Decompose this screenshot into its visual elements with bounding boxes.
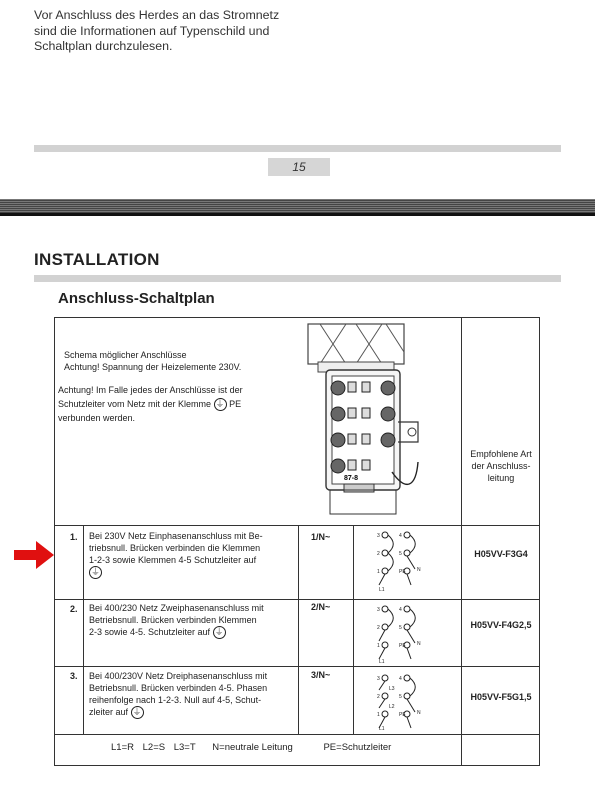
phase-label: 1/N~: [311, 532, 331, 542]
terminal-label: 87-8: [344, 475, 359, 482]
svg-text:L3: L3: [389, 686, 395, 692]
wiring-table: [54, 317, 540, 766]
schema-text: [64, 349, 304, 373]
svg-text:4: 4: [399, 676, 402, 682]
wiring-diagram-3phase: [355, 668, 459, 732]
ground-icon: ⏚: [215, 399, 225, 410]
legend: [111, 742, 397, 753]
legend-item: N=neutrale Leitung: [212, 742, 293, 753]
cable-type: H05VV-F5G1,5: [470, 692, 532, 702]
warning-line: verbunden werden.: [58, 413, 136, 424]
divider-bar: [34, 145, 561, 152]
row-description: Bei 400/230 Netz Zweiphasenanschluss mit Betriebsnull. Brücken verbinden Klemmen 2-3 sowie 4-5. Schutzleiter auf ⏚: [89, 603, 264, 638]
recommended-cable-header: Empfohlene Art der Anschluss- leitung: [470, 449, 532, 483]
svg-text:1: 1: [377, 569, 380, 575]
svg-text:4: 4: [399, 607, 402, 613]
legend-item: PE=Schutzleiter: [323, 742, 392, 753]
svg-text:2: 2: [377, 551, 380, 557]
svg-text:2: 2: [377, 694, 380, 700]
svg-text:N: N: [417, 567, 421, 573]
svg-text:3: 3: [377, 676, 380, 682]
svg-text:PE: PE: [399, 712, 406, 718]
subsection-title: Anschluss-Schaltplan: [58, 290, 215, 307]
legend-item: L3=T: [173, 742, 196, 753]
svg-text:2: 2: [377, 625, 380, 631]
wiring-diagram-1phase: [355, 527, 459, 597]
warning-line: Achtung! Im Falle jedes der Anschlüsse ist der: [58, 385, 243, 395]
row-number: 2.: [70, 604, 78, 614]
row-number: 1.: [70, 532, 78, 542]
cable-type: H05VV-F3G4: [474, 549, 528, 559]
svg-text:1: 1: [377, 643, 380, 649]
svg-text:1: 1: [377, 712, 380, 718]
svg-text:PE: PE: [399, 569, 406, 575]
page-separator-line: [0, 213, 595, 216]
svg-text:N: N: [417, 710, 421, 716]
row-description: Bei 400/230V Netz Dreiphasenanschluss mit Betriebsnull. Brücken verbinden 4-5. Phasen reihenfolge nach 1-2-3. Null auf 4-5, Schut- zleiter auf ⏚: [89, 671, 268, 718]
wiring-diagram-2phase: [355, 601, 459, 665]
section-underline: [34, 275, 561, 282]
intro-line: Schaltplan durchzulesen.: [34, 39, 173, 53]
svg-text:L2: L2: [389, 704, 395, 710]
intro-text: [34, 8, 334, 55]
ground-icon: ⏚: [90, 567, 100, 578]
legend-item: L1=R: [111, 742, 134, 753]
svg-text:L1: L1: [379, 726, 385, 732]
svg-text:L1: L1: [379, 587, 385, 593]
svg-text:5: 5: [399, 551, 402, 557]
row-description: Bei 230V Netz Einphasenanschluss mit Be- triebsnull. Brücken verbinden die Klemmen 1-2-3 sowie Klemmen 4-5 Schutzleiter auf ⏚: [89, 531, 263, 578]
svg-text:N: N: [417, 641, 421, 647]
svg-text:PE: PE: [399, 643, 406, 649]
warning-text: [58, 383, 303, 425]
intro-line: Vor Anschluss des Herdes an das Stromnetz: [34, 8, 280, 22]
svg-text:3: 3: [377, 607, 380, 613]
page-number: 15: [268, 158, 330, 176]
svg-text:5: 5: [399, 694, 402, 700]
svg-text:L1: L1: [379, 659, 385, 665]
phase-label: 3/N~: [311, 670, 331, 680]
warning-line: Schutzleiter vom Netz mit der Klemme ⏚ PE: [58, 399, 242, 410]
row-number: 3.: [70, 671, 78, 681]
schema-line: Schema möglicher Anschlüsse: [64, 350, 187, 360]
svg-text:5: 5: [399, 625, 402, 631]
page-separator: [0, 199, 595, 213]
svg-text:4: 4: [399, 533, 402, 539]
phase-label: 2/N~: [311, 602, 331, 612]
terminal-block-diagram: [306, 322, 456, 518]
cable-type: H05VV-F4G2,5: [470, 620, 532, 630]
schema-line: Achtung! Spannung der Heizelemente 230V.: [64, 362, 242, 372]
intro-line: sind die Informationen auf Typenschild und: [34, 23, 270, 38]
red-arrow-icon: [12, 537, 56, 573]
ground-icon: ⏚: [214, 627, 224, 638]
section-title: INSTALLATION: [34, 250, 160, 269]
ground-icon: ⏚: [132, 707, 142, 718]
svg-text:3: 3: [377, 533, 380, 539]
legend-item: L2=S: [142, 742, 166, 753]
